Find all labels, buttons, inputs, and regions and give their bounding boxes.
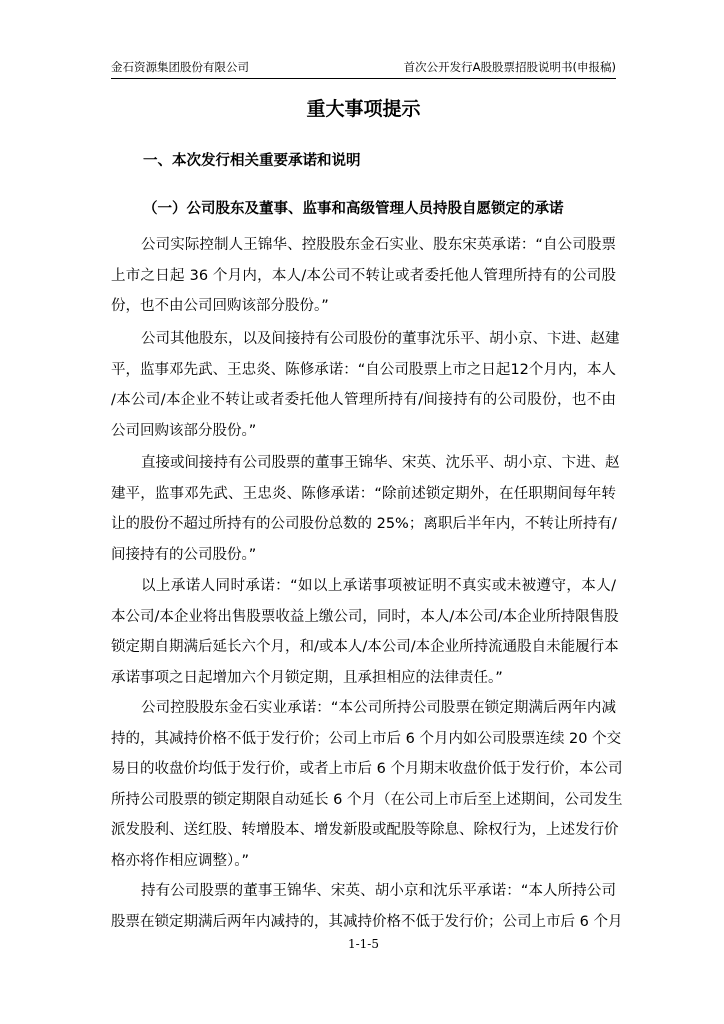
- paragraph-line: 易日的收盘价均低于发行价，或者上市后 6 个月期末收盘价低于发行价，本公司: [111, 761, 623, 777]
- paragraph-4: [111, 571, 619, 693]
- paragraph-line: 间接持有的公司股份。”: [111, 546, 257, 563]
- paragraph-line: 以上承诺人同时承诺：“如以上承诺事项被证明不真实或未被遵守，本人/: [141, 578, 616, 594]
- paragraph-line: 公司回购该部分股份。”: [111, 422, 257, 439]
- paragraph-line: 格亦将作相应调整）。”: [111, 852, 250, 869]
- paragraph-line: 公司实际控制人王锦华、控股股东金石实业、股东宋英承诺：“自公司股票: [141, 237, 616, 253]
- paragraph-1: [111, 230, 616, 322]
- subsection-heading: （一）公司股东及董事、监事和高级管理人员持股自愿锁定的承诺: [143, 201, 564, 217]
- header-divider: [111, 78, 616, 79]
- paragraph-line: 让的股份不超过所持有的公司股份总数的 25%；离职后半年内，不转让所持有/: [111, 516, 617, 532]
- paragraph-line: 持的，其减持价格不低于发行价；公司上市后 6 个月内如公司股票连续 20 个交: [111, 730, 622, 747]
- paragraph-line: /本公司/本企业不转让或者委托他人管理所持有/间接持有的公司股份，也不由: [111, 392, 616, 408]
- paragraph-line: 派发股利、送红股、转增股本、增发新股或配股等除息、除权行为，上述发行价: [111, 822, 619, 838]
- paragraph-line: 持有公司股票的董事王锦华、宋英、胡小京和沈乐平承诺：“本人所持公司: [141, 883, 616, 899]
- document-title: 重大事项提示: [306, 98, 421, 120]
- paragraph-6: [111, 876, 623, 937]
- paragraph-line: 股票在锁定期满后两年内减持的，其减持价格不低于发行价；公司上市后 6 个月: [111, 913, 623, 930]
- page-header: [111, 57, 616, 77]
- header-company-name: 金石资源集团股份有限公司: [111, 60, 249, 74]
- paragraph-line: 本公司/本企业将出售股票收益上缴公司，同时，本人/本公司/本企业所持限售股: [111, 608, 619, 625]
- paragraph-line: 上市之日起 36 个月内，本人/本公司不转让或者委托他人管理所持有的公司股: [111, 267, 616, 284]
- header-document-name: 首次公开发行A股股票招股说明书(申报稿): [403, 60, 616, 74]
- paragraph-line: 承诺事项之日起增加六个月锁定期，且承担相应的法律责任。”: [111, 669, 503, 686]
- paragraph-2: [111, 324, 620, 446]
- paragraph-5: [111, 693, 623, 876]
- paragraph-line: 平，监事邓先武、王忠炎、陈修承诺：“自公司股票上市之日起12个月内，本人: [111, 361, 616, 378]
- paragraph-line: 建平，监事邓先武、王忠炎、陈修承诺：“除前述锁定期外，在任职期间每年转: [111, 485, 616, 502]
- paragraph-line: 锁定期自期满后延长六个月，和/或本人/本公司/本企业所持流通股自未能履行本: [111, 639, 619, 655]
- paragraph-line: 份，也不由公司回购该部分股份。”: [111, 298, 329, 314]
- page-number: 1-1-5: [347, 937, 379, 951]
- paragraph-3: [111, 448, 620, 570]
- section-heading: 一、本次发行相关重要承诺和说明: [143, 153, 361, 169]
- paragraph-line: 直接或间接持有公司股票的董事王锦华、宋英、沈乐平、胡小京、卞进、赵: [141, 455, 620, 471]
- paragraph-line: 所持公司股票的锁定期限自动延长 6 个月（在公司上市后至上述期间，公司发生: [111, 791, 623, 808]
- paragraph-line: 公司控股股东金石实业承诺：“本公司所持公司股票在锁定期满后两年内减: [141, 700, 616, 716]
- paragraph-line: 公司其他股东，以及间接持有公司股份的董事沈乐平、胡小京、卞进、赵建: [141, 331, 620, 347]
